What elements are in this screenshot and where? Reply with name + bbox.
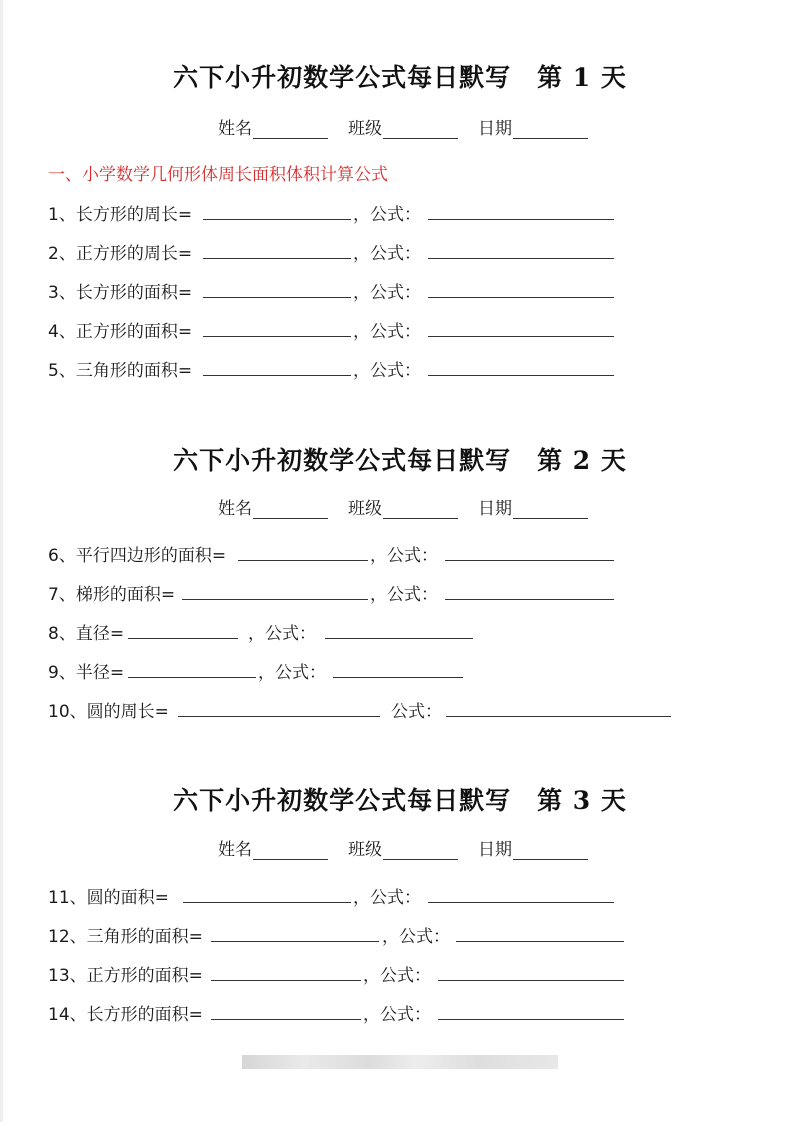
date-blank[interactable] bbox=[513, 500, 588, 519]
answer-blank[interactable] bbox=[203, 356, 351, 376]
formula-label: ，公式： bbox=[353, 244, 421, 264]
formula-blank[interactable] bbox=[438, 1000, 624, 1020]
formula-blank[interactable] bbox=[446, 697, 671, 717]
answer-blank[interactable] bbox=[182, 580, 368, 600]
day-1-title bbox=[0, 58, 800, 94]
day-1-student-info bbox=[218, 114, 608, 139]
question-label: 3、长方形的面积= bbox=[48, 283, 193, 303]
formula-label: ，公式： bbox=[353, 361, 421, 381]
question-label: 11、圆的面积= bbox=[48, 888, 169, 908]
day-label: 第 3 天 bbox=[537, 786, 627, 815]
formula-blank[interactable] bbox=[456, 922, 624, 942]
question-label: 4、正方形的面积= bbox=[48, 322, 193, 342]
formula-label: ，公式： bbox=[248, 624, 316, 644]
name-field bbox=[218, 835, 328, 860]
question-label: 12、三角形的面积= bbox=[48, 927, 203, 947]
question-label: 13、正方形的面积= bbox=[48, 966, 203, 986]
class-blank[interactable] bbox=[383, 500, 458, 519]
name-label: 姓名 bbox=[218, 119, 252, 139]
class-blank[interactable] bbox=[383, 841, 458, 860]
worksheet-title: 六下小升初数学公式每日默写 bbox=[173, 446, 512, 475]
answer-blank[interactable] bbox=[183, 883, 351, 903]
formula-blank[interactable] bbox=[428, 239, 614, 259]
answer-blank[interactable] bbox=[128, 658, 256, 678]
formula-blank[interactable] bbox=[428, 883, 614, 903]
date-field bbox=[478, 114, 588, 139]
formula-label: ，公式： bbox=[258, 663, 326, 683]
formula-label: ，公式： bbox=[353, 888, 421, 908]
answer-blank[interactable] bbox=[238, 541, 368, 561]
class-blank[interactable] bbox=[383, 120, 458, 139]
worksheet-title: 六下小升初数学公式每日默写 bbox=[173, 63, 512, 92]
name-field bbox=[218, 114, 328, 139]
formula-label: 公式： bbox=[391, 702, 442, 722]
date-blank[interactable] bbox=[513, 841, 588, 860]
formula-blank[interactable] bbox=[438, 961, 624, 981]
formula-blank[interactable] bbox=[333, 658, 463, 678]
section-heading: 一、小学数学几何形体周长面积体积计算公式 bbox=[48, 165, 388, 185]
date-label: 日期 bbox=[478, 840, 512, 860]
redacted-footer bbox=[242, 1055, 558, 1069]
name-blank[interactable] bbox=[253, 841, 328, 860]
day-3-student-info bbox=[218, 835, 608, 860]
day-2-student-info bbox=[218, 494, 608, 519]
formula-label: ，公式： bbox=[353, 322, 421, 342]
formula-label: ，公式： bbox=[363, 966, 431, 986]
class-field bbox=[348, 494, 458, 519]
formula-label: ，公式： bbox=[370, 546, 438, 566]
class-field bbox=[348, 114, 458, 139]
name-blank[interactable] bbox=[253, 500, 328, 519]
class-label: 班级 bbox=[348, 840, 382, 860]
name-label: 姓名 bbox=[218, 840, 252, 860]
date-field bbox=[478, 835, 588, 860]
formula-blank[interactable] bbox=[428, 317, 614, 337]
formula-label: ，公式： bbox=[353, 283, 421, 303]
date-field bbox=[478, 494, 588, 519]
name-blank[interactable] bbox=[253, 120, 328, 139]
formula-blank[interactable] bbox=[428, 200, 614, 220]
class-label: 班级 bbox=[348, 119, 382, 139]
formula-blank[interactable] bbox=[428, 278, 614, 298]
day-label: 第 2 天 bbox=[537, 446, 627, 475]
question-label: 2、正方形的周长= bbox=[48, 244, 193, 264]
answer-blank[interactable] bbox=[128, 619, 238, 639]
answer-blank[interactable] bbox=[203, 317, 351, 337]
day-3-title bbox=[0, 781, 800, 817]
formula-blank[interactable] bbox=[325, 619, 473, 639]
answer-blank[interactable] bbox=[203, 278, 351, 298]
question-label: 7、梯形的面积= bbox=[48, 585, 176, 605]
date-label: 日期 bbox=[478, 119, 512, 139]
day-2-title bbox=[0, 441, 800, 477]
question-label: 5、三角形的面积= bbox=[48, 361, 193, 381]
question-label: 10、圆的周长= bbox=[48, 702, 169, 722]
name-field bbox=[218, 494, 328, 519]
answer-blank[interactable] bbox=[211, 1000, 361, 1020]
question-label: 8、直径= bbox=[48, 624, 125, 644]
name-label: 姓名 bbox=[218, 499, 252, 519]
class-label: 班级 bbox=[348, 499, 382, 519]
answer-blank[interactable] bbox=[203, 239, 351, 259]
question-label: 6、平行四边形的面积= bbox=[48, 546, 227, 566]
question-label: 14、长方形的面积= bbox=[48, 1005, 203, 1025]
date-label: 日期 bbox=[478, 499, 512, 519]
question-label: 1、长方形的周长= bbox=[48, 205, 193, 225]
date-blank[interactable] bbox=[513, 120, 588, 139]
answer-blank[interactable] bbox=[211, 961, 361, 981]
answer-blank[interactable] bbox=[178, 697, 380, 717]
answer-blank[interactable] bbox=[211, 922, 379, 942]
answer-blank[interactable] bbox=[203, 200, 351, 220]
formula-label: ，公式： bbox=[353, 205, 421, 225]
day-label: 第 1 天 bbox=[537, 63, 627, 92]
worksheet-title: 六下小升初数学公式每日默写 bbox=[173, 786, 512, 815]
formula-blank[interactable] bbox=[445, 541, 614, 561]
formula-blank[interactable] bbox=[428, 356, 614, 376]
formula-blank[interactable] bbox=[445, 580, 614, 600]
page-edge bbox=[0, 0, 3, 1122]
question-label: 9、半径= bbox=[48, 663, 125, 683]
formula-label: ，公式： bbox=[370, 585, 438, 605]
formula-label: ，公式： bbox=[363, 1005, 431, 1025]
formula-label: ，公式： bbox=[382, 927, 450, 947]
class-field bbox=[348, 835, 458, 860]
